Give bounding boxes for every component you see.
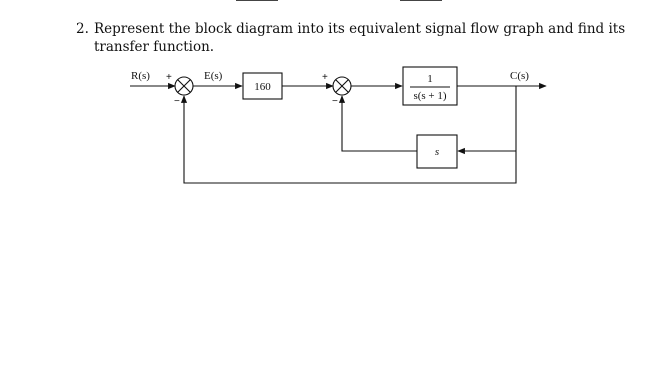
plant-denominator: s(s + 1) xyxy=(413,90,447,102)
feedback-block-value: s xyxy=(434,146,440,158)
question-line-1: Represent the block diagram into its equivalent signal flow graph and find its xyxy=(94,21,626,37)
question-line-2: transfer function. xyxy=(94,39,215,55)
error-label: E(s) xyxy=(204,70,223,82)
sum2-plus-sign: + xyxy=(322,72,328,83)
question-number: 2. xyxy=(76,21,89,37)
sum2-minus-sign: − xyxy=(332,96,338,107)
output-label: C(s) xyxy=(510,70,529,82)
plant-numerator: 1 xyxy=(427,73,433,85)
sum1-plus-sign: + xyxy=(166,72,172,83)
outer-feedback-path xyxy=(184,86,516,183)
sum1-minus-sign: − xyxy=(174,96,180,107)
inner-feedback-to-summer xyxy=(342,96,417,151)
input-label: R(s) xyxy=(131,70,150,82)
gain-block-value: 160 xyxy=(254,81,271,93)
